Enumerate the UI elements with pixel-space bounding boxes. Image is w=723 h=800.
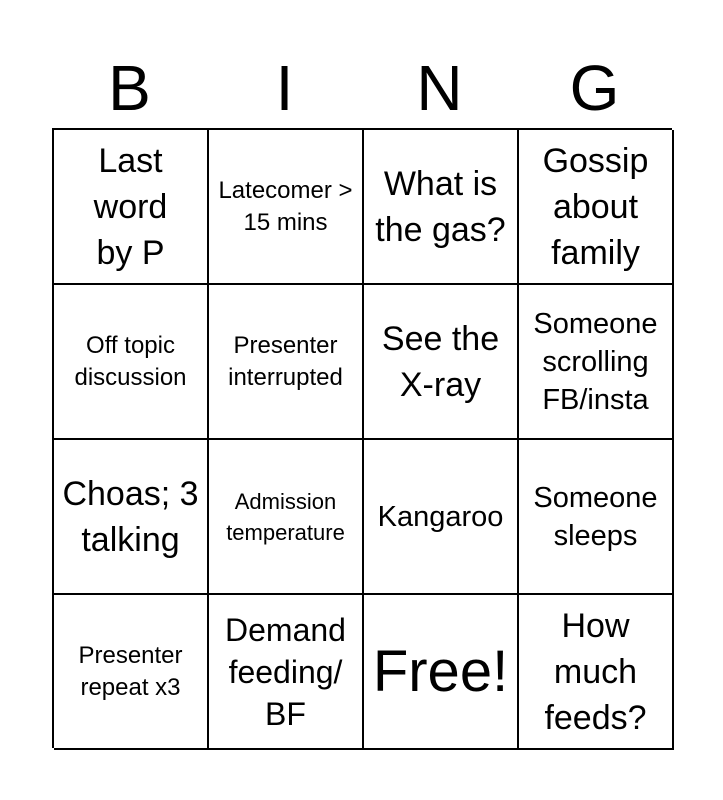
bingo-cell[interactable] bbox=[209, 440, 364, 595]
cell-text: Presenter interrupted bbox=[228, 331, 343, 391]
header-letter-n: N bbox=[416, 52, 463, 124]
free-space-cell[interactable] bbox=[364, 595, 519, 750]
bingo-cell[interactable] bbox=[519, 440, 674, 595]
bingo-cell[interactable] bbox=[54, 595, 209, 750]
cell-text: Someone sleeps bbox=[533, 481, 658, 552]
cell-text: Gossip about family bbox=[542, 141, 649, 272]
cell-text: Latecomer > 15 mins bbox=[218, 176, 353, 236]
cell-text: What is the gas? bbox=[375, 164, 506, 249]
cell-text: Last word by P bbox=[93, 141, 168, 272]
header-letter-g: G bbox=[569, 52, 620, 124]
cell-text: How much feeds? bbox=[544, 606, 647, 737]
bingo-cell[interactable] bbox=[364, 285, 519, 440]
bingo-cell[interactable] bbox=[54, 285, 209, 440]
cell-text: Someone scrolling FB/insta bbox=[533, 307, 658, 416]
free-space-text: Free! bbox=[372, 638, 509, 704]
bingo-cell[interactable] bbox=[364, 440, 519, 595]
bingo-grid bbox=[52, 128, 672, 748]
cell-text: Choas; 3 talking bbox=[62, 474, 199, 559]
bingo-header bbox=[52, 48, 672, 128]
bingo-cell[interactable] bbox=[209, 130, 364, 285]
cell-text: See the X-ray bbox=[381, 319, 500, 404]
bingo-cell[interactable] bbox=[519, 285, 674, 440]
cell-text: Off topic discussion bbox=[74, 331, 187, 391]
cell-text: Presenter repeat x3 bbox=[78, 641, 183, 701]
cell-text: Demand feeding/ BF bbox=[225, 611, 346, 732]
bingo-cell[interactable] bbox=[209, 285, 364, 440]
header-letter-b: B bbox=[108, 52, 151, 124]
bingo-cell[interactable] bbox=[519, 595, 674, 750]
bingo-cell[interactable] bbox=[54, 130, 209, 285]
bingo-cell[interactable] bbox=[364, 130, 519, 285]
cell-text: Admission temperature bbox=[226, 488, 345, 545]
bingo-cell[interactable] bbox=[209, 595, 364, 750]
header-letter-i: I bbox=[275, 52, 294, 124]
bingo-cell[interactable] bbox=[519, 130, 674, 285]
cell-text: Kangaroo bbox=[377, 500, 504, 533]
bingo-cell[interactable] bbox=[54, 440, 209, 595]
